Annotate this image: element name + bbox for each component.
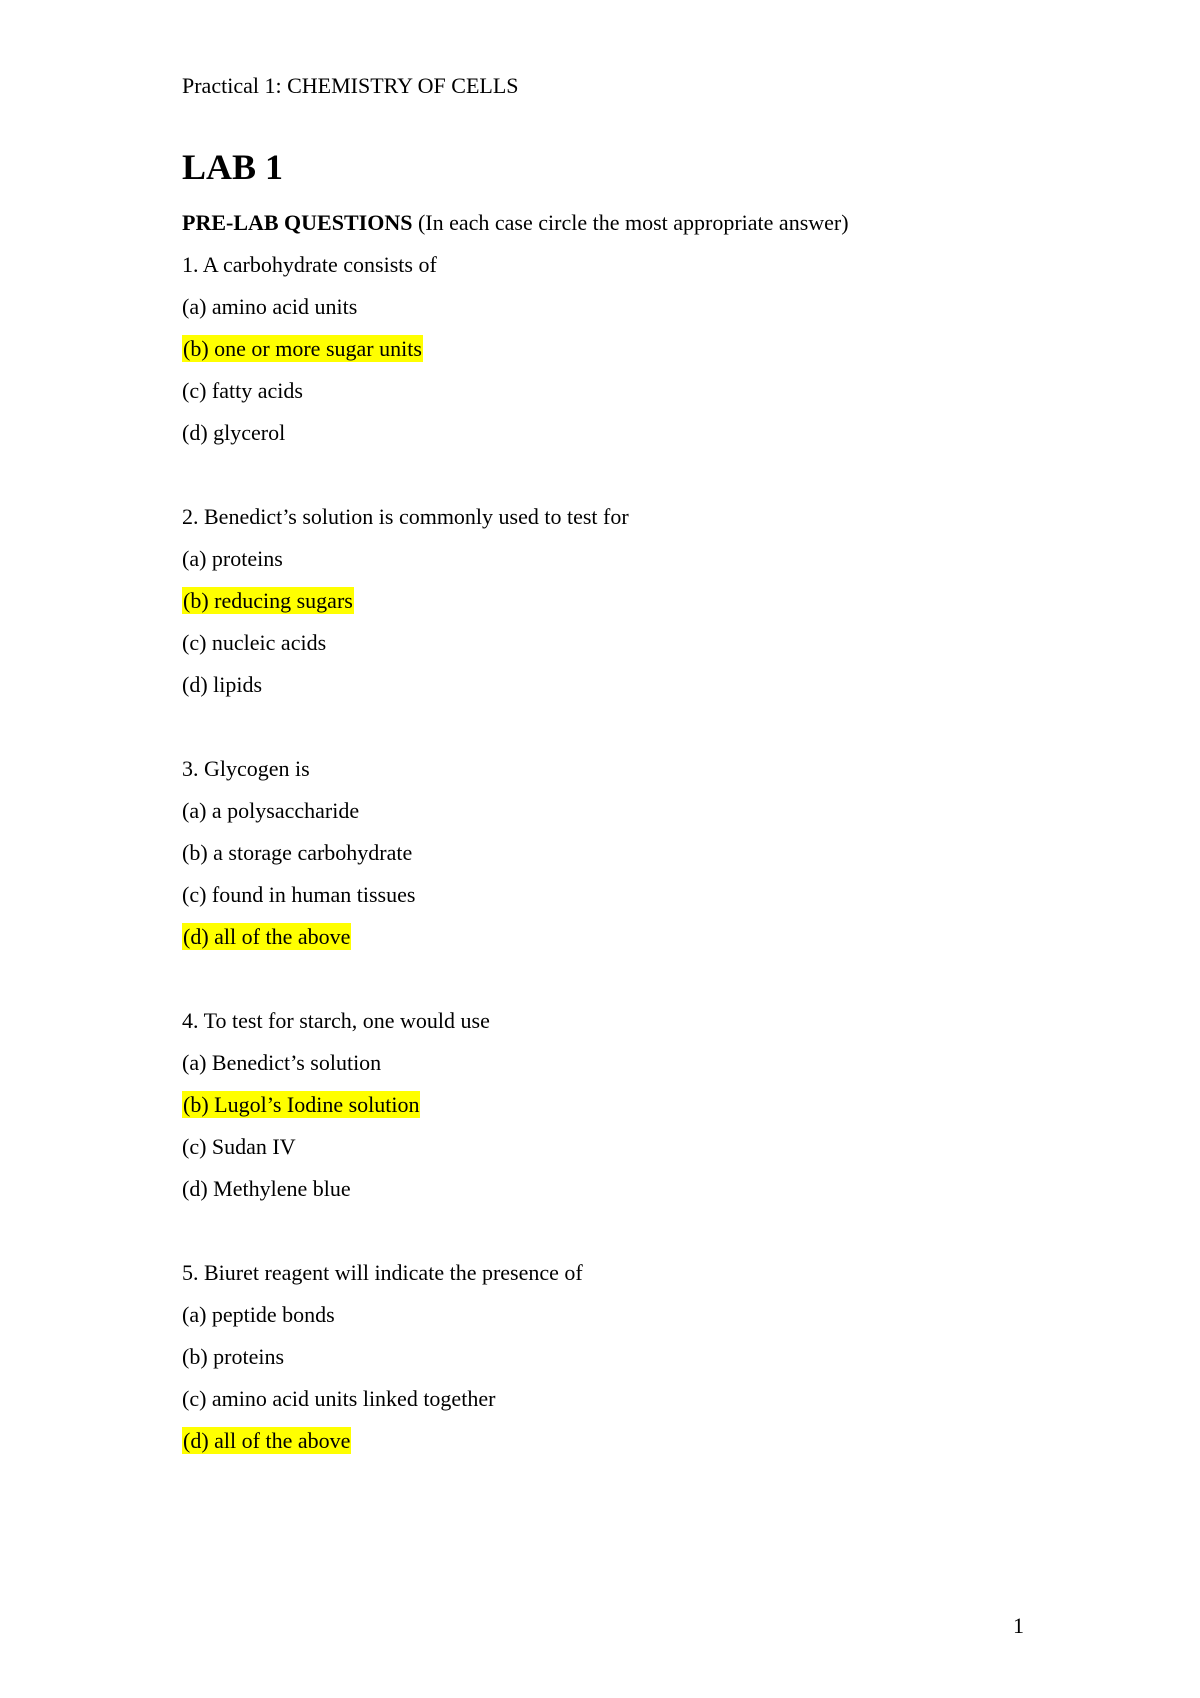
question-3 [182, 754, 1082, 964]
question-text: 3. Glycogen is [182, 756, 310, 781]
option-d [182, 922, 1082, 964]
option-text: (c) nucleic acids [182, 630, 327, 655]
question-1 [182, 250, 1082, 460]
option-text: (a) Benedict’s solution [182, 1050, 382, 1075]
option-text: (d) lipids [182, 672, 263, 697]
option-c [182, 1384, 1082, 1426]
lab-title: LAB 1 [182, 147, 284, 187]
question-5 [182, 1258, 1082, 1468]
option-text: (a) peptide bonds [182, 1302, 335, 1327]
instruction-line [182, 208, 1082, 250]
option-c [182, 628, 1082, 670]
option-text: (c) Sudan IV [182, 1134, 296, 1159]
option-text: (d) Methylene blue [182, 1176, 351, 1201]
option-a [182, 544, 1082, 586]
option-text: (c) fatty acids [182, 378, 303, 403]
running-header: Practical 1: CHEMISTRY OF CELLS [182, 73, 519, 98]
question-4 [182, 1006, 1082, 1216]
option-a [182, 796, 1082, 838]
option-a [182, 1300, 1082, 1342]
instruction-lead: PRE-LAB QUESTIONS [182, 210, 413, 235]
option-a [182, 292, 1082, 334]
option-text: (c) found in human tissues [182, 882, 416, 907]
question-text: 1. A carbohydrate consists of [182, 252, 437, 277]
option-d [182, 670, 1082, 712]
option-text-highlighted: (d) all of the above [183, 924, 351, 949]
option-b [182, 334, 1082, 376]
option-b [182, 586, 1082, 628]
option-text-highlighted: (d) all of the above [183, 1428, 351, 1453]
option-c [182, 880, 1082, 922]
option-b [182, 1342, 1082, 1384]
option-text-highlighted: (b) reducing sugars [183, 588, 353, 613]
option-d [182, 1426, 1082, 1468]
question-section [182, 208, 1082, 1510]
option-c [182, 376, 1082, 418]
option-text: (a) a polysaccharide [182, 798, 360, 823]
option-text: (b) a storage carbohydrate [182, 840, 413, 865]
option-d [182, 418, 1082, 460]
option-text: (b) proteins [182, 1344, 285, 1369]
option-b [182, 838, 1082, 880]
question-text: 4. To test for starch, one would use [182, 1008, 490, 1033]
page-number: 1 [1013, 1613, 1024, 1638]
option-text-highlighted: (b) one or more sugar units [183, 336, 422, 361]
option-text: (a) proteins [182, 546, 283, 571]
option-text-highlighted: (b) Lugol’s Iodine solution [183, 1092, 420, 1117]
option-b [182, 1090, 1082, 1132]
option-text: (c) amino acid units linked together [182, 1386, 496, 1411]
option-a [182, 1048, 1082, 1090]
question-text: 2. Benedict’s solution is commonly used to test for [182, 504, 629, 529]
option-text: (d) glycerol [182, 420, 286, 445]
question-text: 5. Biuret reagent will indicate the presence of [182, 1260, 583, 1285]
question-2 [182, 502, 1082, 712]
option-text: (a) amino acid units [182, 294, 358, 319]
instruction-note: (In each case circle the most appropriate answer) [417, 210, 849, 235]
option-d [182, 1174, 1082, 1216]
option-c [182, 1132, 1082, 1174]
